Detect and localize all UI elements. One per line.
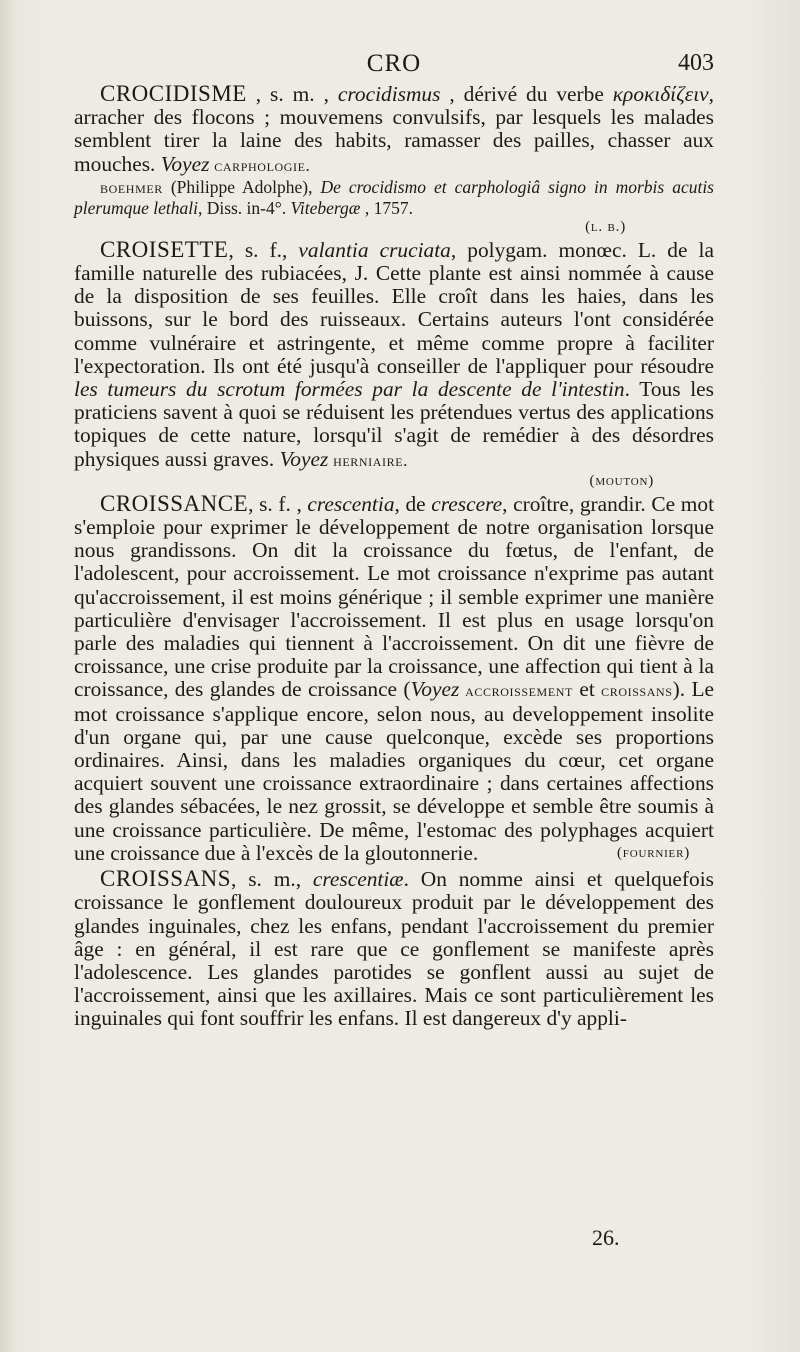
- entry-crocidisme: [74, 82, 714, 236]
- latin-term: crescere: [431, 491, 503, 516]
- bibliography-author: boehmer: [100, 177, 163, 197]
- entry-croissans: [74, 867, 714, 1030]
- entry-text: , s. f. ,: [248, 491, 308, 516]
- latin-term: valantia cruciata: [298, 237, 451, 262]
- see-also-label: Voyez: [160, 151, 210, 176]
- cross-reference: accroissement: [459, 681, 573, 701]
- greek-term: κροκιδίζειν: [612, 82, 709, 106]
- latin-term: crescentiæ: [312, 867, 404, 892]
- italic-phrase: les tumeurs du scrotum formées par la descente de l'intestin: [74, 377, 625, 402]
- headword: CROISSANS: [100, 866, 232, 892]
- entry-paragraph: [74, 492, 714, 865]
- entry-paragraph: [74, 82, 714, 177]
- entry-text: , s. m.,: [231, 867, 313, 892]
- entry-text: , s. f.,: [228, 237, 299, 262]
- signature-mark: 26.: [592, 1225, 620, 1250]
- bibliography: [74, 177, 714, 218]
- cross-reference: carphologie.: [209, 155, 311, 175]
- see-also-label: Voyez: [279, 446, 329, 471]
- entry-text: . Tous les praticiens savent à quoi se réduisent les prétendues vertus des applications topiques de cette nature, lorsqu'il s'agit de remédier à des désordres physiques aussi graves.: [74, 377, 714, 471]
- bibliography-text: , Diss. in-4°.: [197, 197, 291, 218]
- headword: CROISETTE: [100, 236, 229, 262]
- headword: CROISSANCE: [100, 490, 249, 516]
- entry-text: , de: [394, 491, 432, 516]
- cross-reference: croissans: [601, 681, 673, 701]
- entry-text: ). Le mot croissance s'applique encore, selon nous, au developpement insolite d'un organe qui, par une cause quelconque, excède ses proportions ordinaires. Ainsi, dans les maladies organiques du cœur, cet organe acquiert souvent une croissance extraordinaire ; dans certaines affections des glandes sébacées, le nez grossit, se développe et semble être soumis à une croissance particulière. De même, l'estomac des polyphages acquiert une croissance due à l'excès de la gloutonnerie.: [74, 677, 714, 865]
- headword: CROCIDISME: [100, 81, 247, 106]
- cross-reference: herniaire.: [328, 450, 409, 470]
- entry-text: , arracher des flocons ; mouvemens convulsifs, par lesquels les malades semblent tirer la laine des habits, ramasser des pailles, chasser aux mouches.: [74, 82, 714, 176]
- page-number: 403: [678, 50, 714, 76]
- entry-text: , polygam. monœc. L. de la famille naturelle des rubiacées, J. Cette plante est ainsi nommée à cause de la disposition de ses feuilles. Elle croît dans les haies, dans les buissons, sur le bord des ruisseaux. Certains auteurs l'ont considérée comme vulnéraire et astringente, et même comme propre à faciliter l'expectoration. Ils ont été jusqu'à conseiller de l'appliquer pour résoudre: [74, 237, 714, 378]
- author-signature: (mouton): [589, 472, 654, 489]
- entry-text: , s. m. ,: [246, 82, 338, 106]
- entry-paragraph: [74, 867, 714, 1030]
- author-signature: (l. b.): [585, 218, 626, 235]
- bibliography-title: De crocidismo et carphologiâ signo in morbis acutis plerumque lethali: [74, 176, 714, 218]
- latin-term: crescentia: [307, 491, 395, 516]
- entry-croisette: [74, 238, 714, 490]
- latin-term: crocidismus: [337, 82, 441, 106]
- see-also-label: Voyez: [410, 677, 460, 702]
- running-head: CRO: [366, 50, 422, 77]
- entry-text: , croître, grandir. Ce mot s'emploie pour exprimer le développement de notre organisation lorsque nous grandissons. On dit la croissance du fœtus, de l'enfant, de l'adolescent, pour accroissement. Le mot croissance n'exprime pas autant qu'accroissement, il est moins générique ; il semble exprimer une manière particulière d'envisager l'accroissement. Il est plus en usage lorsqu'on parle des maladies qui tiennent à l'accroissement. On dit une fièvre de croissance, une crise produite par la croissance, une affection qui tient à la croissance, des glandes de croissance (: [74, 491, 715, 702]
- page-body: [74, 82, 714, 1033]
- bibliography-text: (Philippe Adolphe),: [162, 176, 321, 197]
- entry-text: et: [572, 677, 602, 702]
- page-header: [74, 50, 714, 80]
- entry-text: , dérivé du verbe: [440, 82, 613, 106]
- author-signature: (fournier): [617, 844, 690, 861]
- entry-text: . On nomme ainsi et quelquefois croissance le gonflement douloureux produit par le développement des glandes inguinales, chez les enfans, pendant l'accroissement du premier âge : en général, il est rare que ce gonflement se manifeste après l'adolescence. Les glandes parotides se gonflent aussi au sujet de l'accroissement, ainsi que les axillaires. Mais ce sont particulièrement les inguinales qui font souffrir les enfans. Il est dangereux d'y appli-: [74, 867, 714, 1031]
- bibliography-year: , 1757.: [360, 197, 413, 218]
- entry-paragraph: [74, 238, 714, 472]
- entry-croissance: [74, 492, 714, 865]
- bibliography-place: Vitebergæ: [290, 197, 361, 218]
